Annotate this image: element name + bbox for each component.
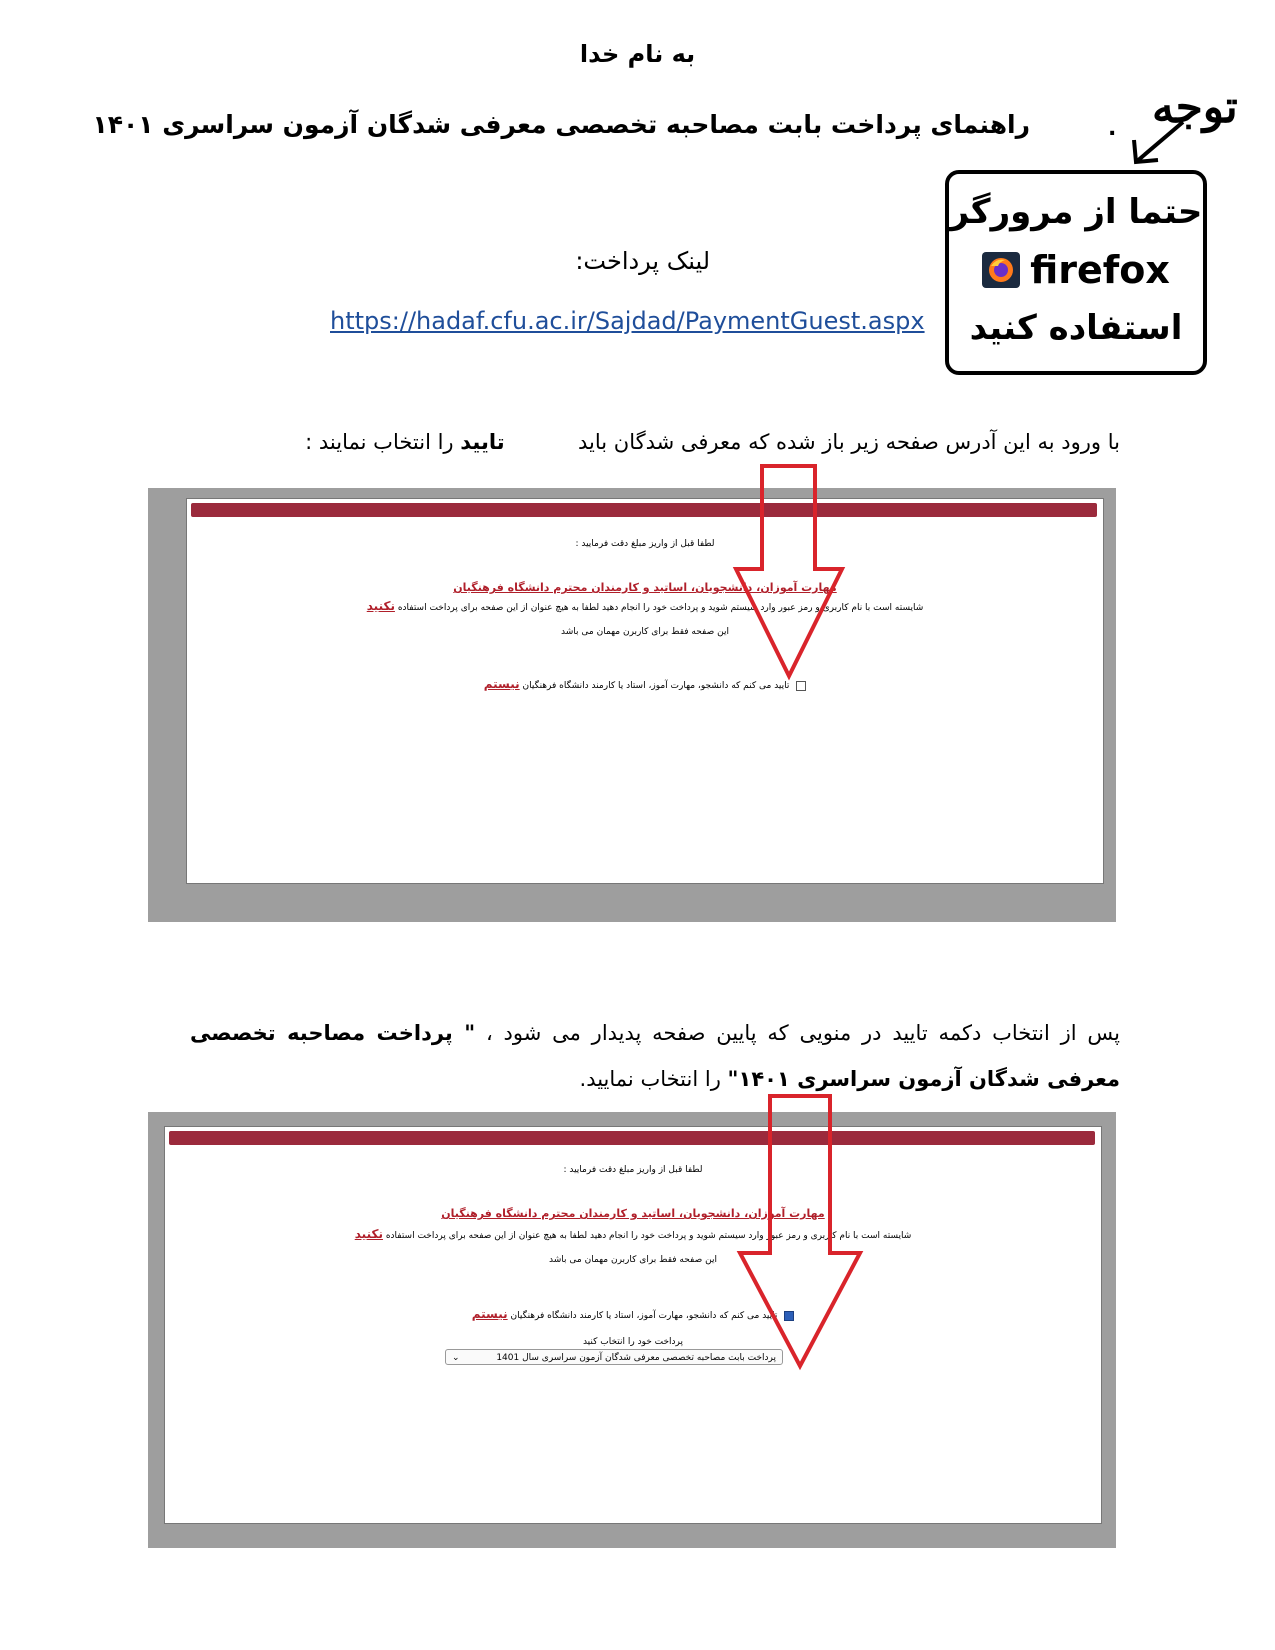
instruction-1-text: با ورود به این آدرس صفحه زیر باز شده که معرفی شدگان باید xyxy=(577,430,1120,454)
confirm-checkbox[interactable] xyxy=(796,681,806,691)
payment-select[interactable] xyxy=(445,1349,783,1365)
screenshot-page xyxy=(164,1126,1102,1524)
note-line-use: استفاده کنید xyxy=(969,308,1183,348)
instruction-1-end: را انتخاب نمایند : xyxy=(305,430,454,454)
screenshot-select-page xyxy=(148,1112,1116,1548)
payment-link[interactable]: https://hadaf.cfu.ac.ir/Sajdad/PaymentGuest.aspx xyxy=(330,307,925,335)
browser-name: firefox xyxy=(1030,248,1170,292)
firefox-notice-box xyxy=(945,170,1207,375)
shot-guest-only: این صفحه فقط برای کاربرن مهمان می باشد xyxy=(561,627,729,637)
chevron-down-icon: ⌄ xyxy=(452,1353,460,1363)
instruction-paragraph-1 xyxy=(290,430,1120,454)
shot-warning: شایسته است با نام کاربری و رمز عبور وارد سیستم شوید و پرداخت خود را انجام دهید لطفا به هیچ عنوان از این صفحه برای پرداخت استفاده نکنید xyxy=(366,599,924,613)
shot-warning-red: نکنید xyxy=(366,599,395,613)
shot-confirm-row: تایید می کنم که دانشجو، مهارت آموز، استاد یا کارمند دانشگاه فرهنگیان نیستم xyxy=(187,677,1103,691)
document-title: راهنمای پرداخت بابت مصاحبه تخصصی معرفی شدگان آزمون سراسری ۱۴۰۱ xyxy=(92,110,1030,139)
instruction-1-bold: تایید xyxy=(460,430,505,454)
shot-guest-only: این صفحه فقط برای کاربرن مهمان می باشد xyxy=(549,1255,717,1265)
header-bar xyxy=(169,1131,1095,1145)
note-line-browser: حتما از مرورگر xyxy=(949,192,1203,232)
shot-heading: مهارت آموزان، دانشجویان، اساتید و کارمندان محترم دانشگاه فرهنگیان xyxy=(453,581,837,594)
instruction-2-text: پس از انتخاب دکمه تایید در منویی که پایین صفحه پدیدار می شود ، xyxy=(485,1021,1120,1045)
shot-select-label: پرداخت خود را انتخاب کنید xyxy=(582,1337,684,1347)
header-bar xyxy=(191,503,1097,517)
shot-notice: لطفا قبل از واریز مبلغ دقت فرمایید : xyxy=(575,539,715,549)
bismillah-heading: به نام خدا xyxy=(579,40,696,68)
shot-warning-red: نکنید xyxy=(354,1227,383,1241)
confirm-checkbox[interactable] xyxy=(784,1311,794,1321)
shot-notice: لطفا قبل از واریز مبلغ دقت فرمایید : xyxy=(563,1165,703,1175)
instruction-2-bold: " پرداخت مصاحبه تخصصی معرفی شدگان آزمون سراسری ۱۴۰۱" xyxy=(190,1021,1120,1091)
shot-confirm-row: تایید می کنم که دانشجو، مهارت آموز، استاد یا کارمند دانشگاه فرهنگیان نیستم xyxy=(165,1307,1101,1321)
instruction-2-end: را انتخاب نمایید. xyxy=(579,1067,721,1091)
note-label: توجه xyxy=(1152,82,1238,133)
shot-confirm-red: نیستم xyxy=(483,677,520,691)
pointer-arrow-icon xyxy=(1128,118,1188,168)
firefox-icon xyxy=(982,252,1020,288)
shot-heading: مهارت آموزان، دانشجویان، اساتید و کارمندان محترم دانشگاه فرهنگیان xyxy=(441,1207,825,1220)
screenshot-confirm-page xyxy=(148,488,1116,922)
payment-select-value: پرداخت بابت مصاحبه تخصصی معرفی شدگان آزمون سراسری سال 1401 xyxy=(496,1353,776,1363)
payment-link-label: لینک پرداخت: xyxy=(575,247,710,275)
instruction-paragraph-2 xyxy=(190,1010,1120,1102)
title-bullet: . xyxy=(1108,116,1117,141)
note-line-firefox xyxy=(949,240,1203,300)
shot-warning: شایسته است با نام کاربری و رمز عبور وارد سیستم شوید و پرداخت خود را انجام دهید لطفا به هیچ عنوان از این صفحه برای پرداخت استفاده نکنید xyxy=(354,1227,912,1241)
shot-confirm-red: نیستم xyxy=(471,1307,508,1321)
screenshot-page xyxy=(186,498,1104,884)
